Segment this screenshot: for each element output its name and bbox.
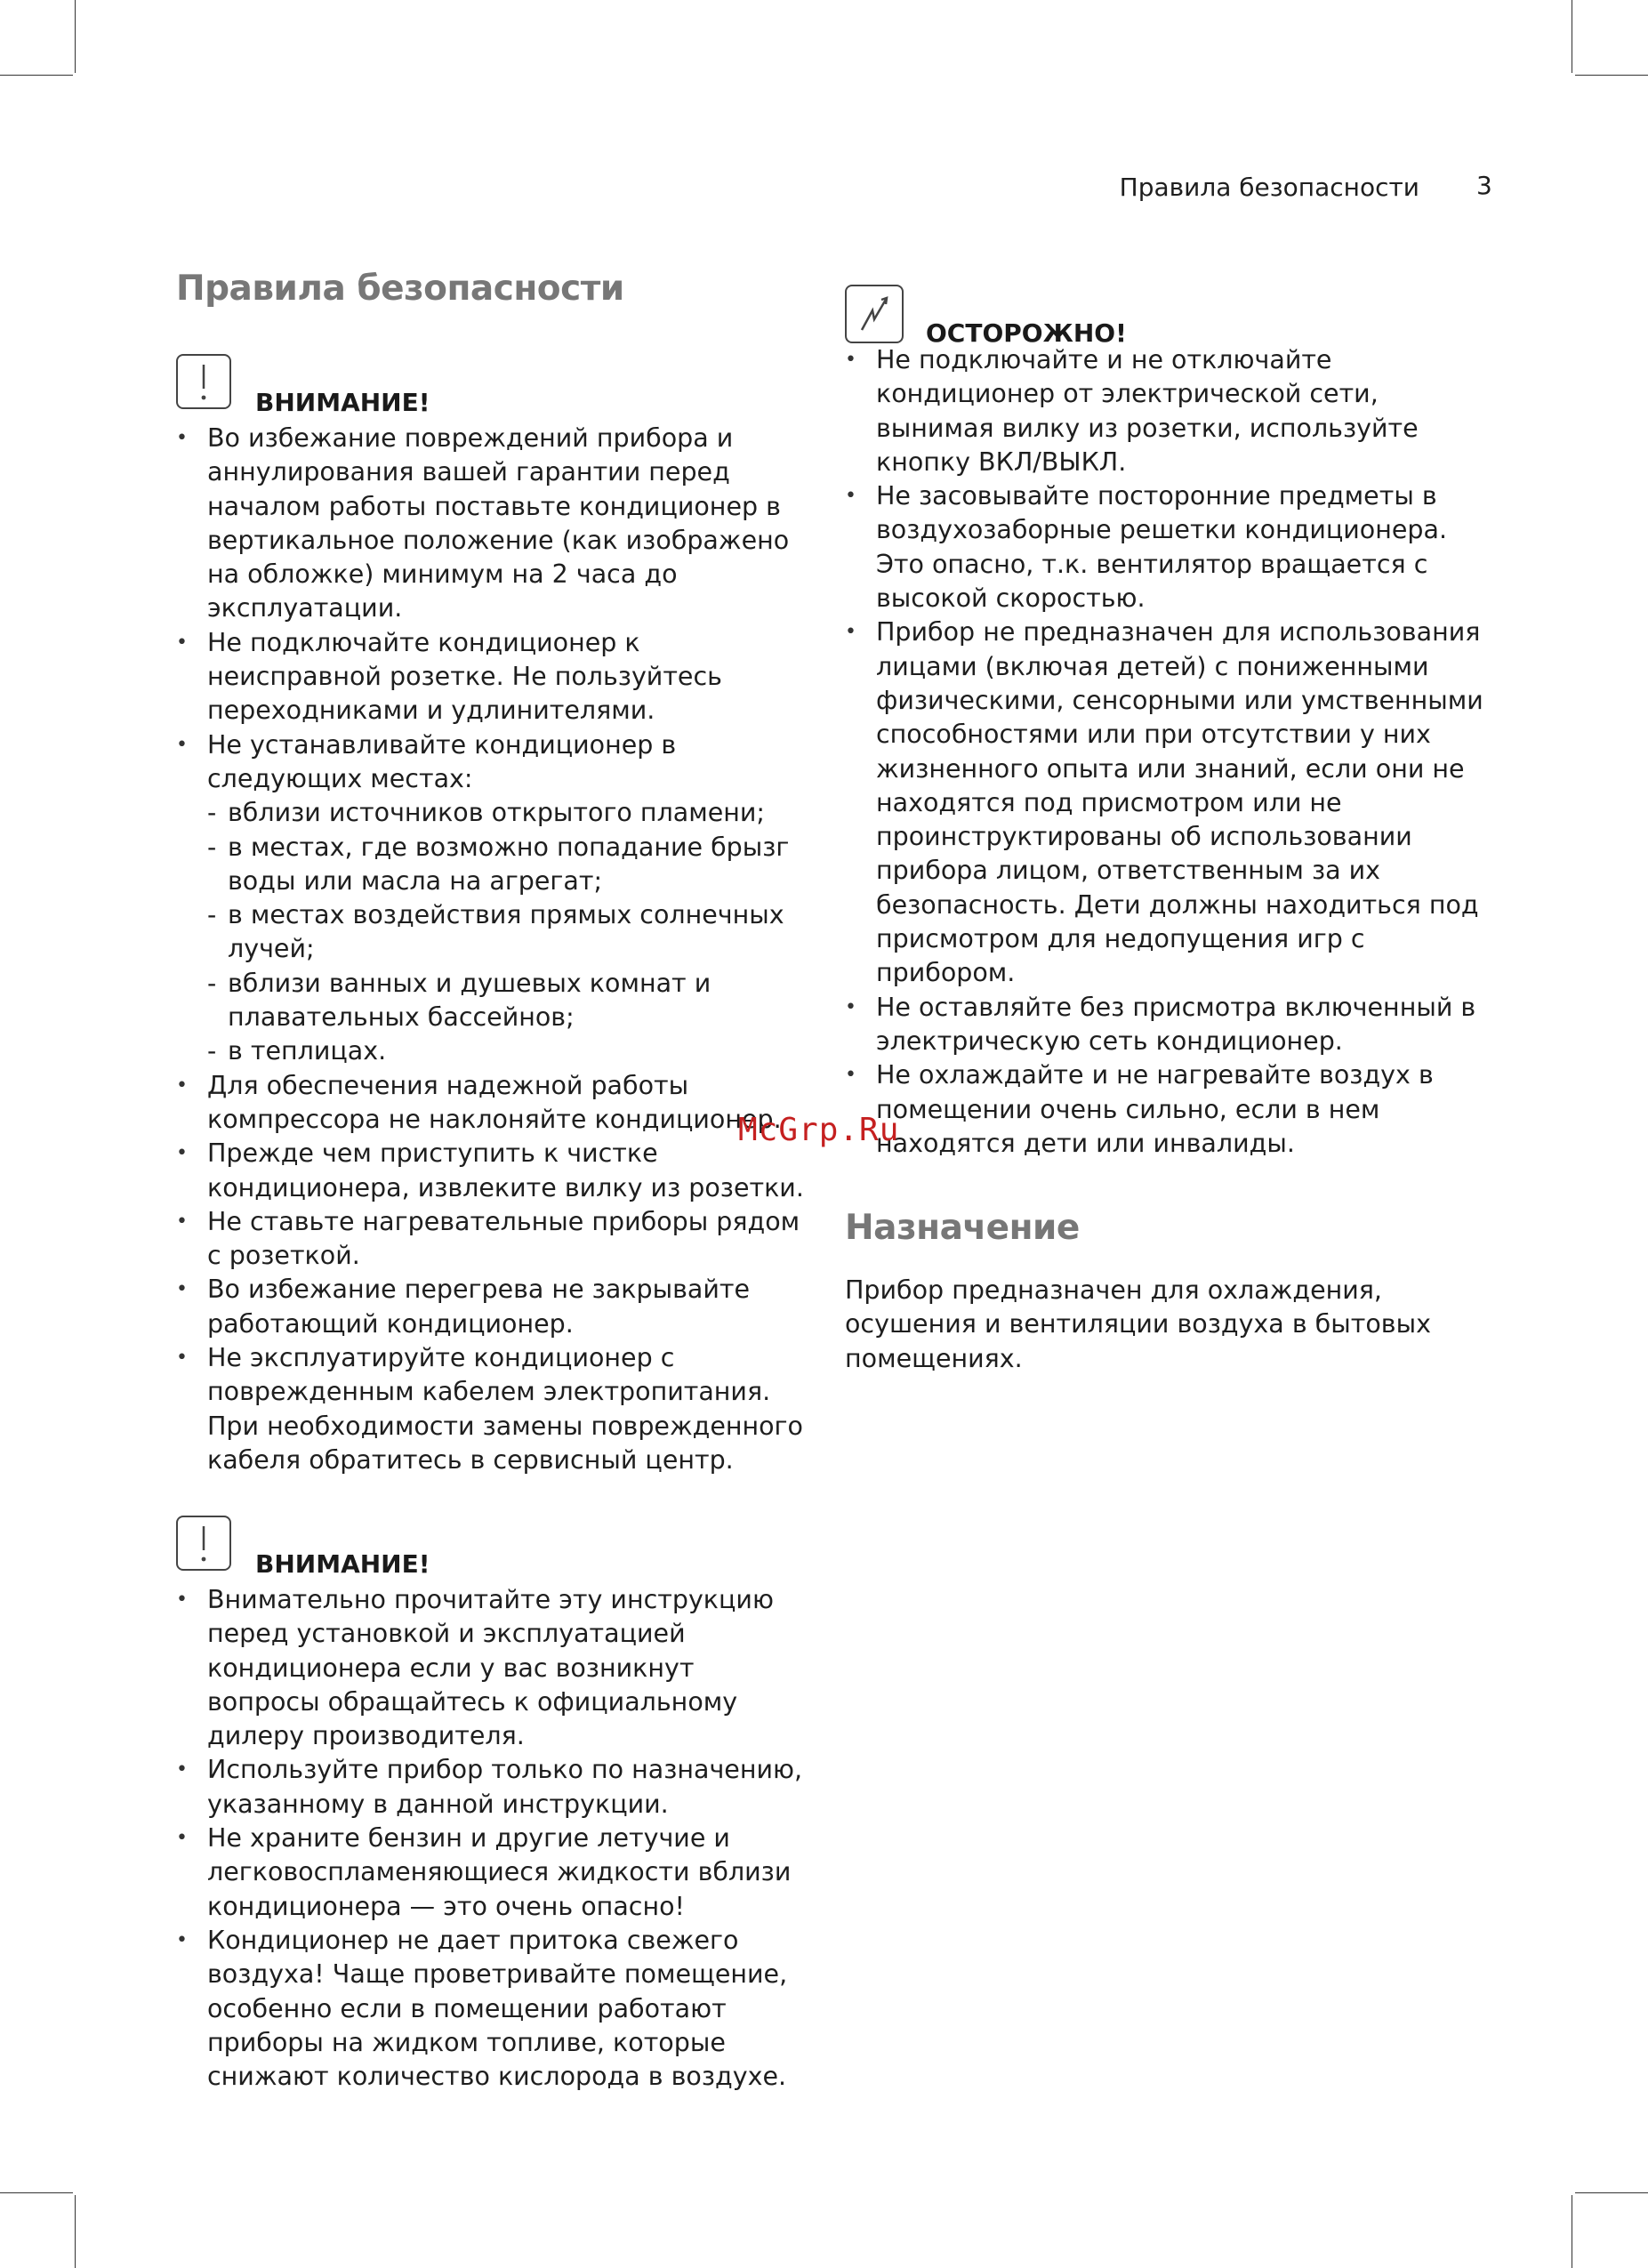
running-header: Правила безопасности (1119, 173, 1419, 202)
crop-mark (0, 2192, 73, 2193)
list-item: • Не храните бензин и другие летучие и легковоспламеняющиеся жидкости вблизи кондиционера — это очень опасно! (176, 1822, 808, 1924)
exclamation-icon (176, 1516, 231, 1571)
list-item-text: Не устанавливайте кондиционер в следующих местах: (207, 729, 677, 793)
warning-block-1 (176, 354, 808, 1477)
warning-label: ВНИМАНИЕ! (255, 388, 430, 417)
caution-block (845, 285, 1485, 1161)
list-item: • Внимательно прочитайте эту инструкцию перед установкой и эксплуатацией кондиционера если у вас возникнут вопросы обращайтесь к официальному дилеру производителя. (176, 1583, 808, 1753)
list-item: • Не эксплуатируйте кондиционер с поврежденным кабелем электропитания. При необходимости замены поврежденного кабеля обратитесь в сервисный центр. (176, 1341, 808, 1477)
caution-list (845, 343, 1485, 1161)
list-item: • Не ставьте нагревательные приборы рядом с розеткой. (176, 1205, 808, 1274)
caution-label: ОСТОРОЖНО! (926, 318, 1127, 348)
list-item: • Не засовывайте посторонние предметы в воздухозаборные решетки кондиционера. Это опасно, т.к. вентилятор вращается с высокой скоростью. (845, 479, 1485, 615)
list-item: • Не охлаждайте и не нагревайте воздух в помещении очень сильно, если в нем находятся дети или инвалиды. (845, 1058, 1485, 1161)
list-item: • Не оставляйте без присмотра включенный в электрическую сеть кондиционер. (845, 991, 1485, 1059)
purpose-text: Прибор предназначен для охлаждения, осушения и вентиляции воздуха в бытовых помещениях. (845, 1275, 1431, 1373)
crop-mark (75, 2195, 76, 2268)
list-item: • Кондиционер не дает притока свежего воздуха! Чаще проветривайте помещение, особенно если в помещении работают приборы на жидком топливе, которые снижают количество кислорода в воздухе. (176, 1924, 808, 2094)
sub-item: - вблизи ванных и душевых комнат и плавательных бассейнов; (207, 967, 808, 1035)
page-number: 3 (1476, 171, 1492, 200)
list-item: • Не подключайте кондиционер к неисправной розетке. Не пользуйтесь переходниками и удлинителями. (176, 626, 808, 728)
sub-item: - в местах, где возможно попадание брызг воды или масла на агрегат; (207, 831, 808, 899)
exclamation-icon (176, 354, 231, 409)
list-item (176, 728, 808, 1069)
list-item: • Прибор не предназначен для использования лицами (включая детей) с пониженными физическими, сенсорными или умственными способностями или при отсутствии у них жизненного опыта или знаний, если они не находятся под присмотром или не проинструктированы об использовании прибора лицом, ответственным за их безопасность. Дети должны находиться под присмотром для недопущения игр с прибором. (845, 615, 1485, 990)
sub-item: - в местах воздействия прямых солнечных лучей; (207, 898, 808, 967)
section-title-purpose: Назначение (845, 1208, 1080, 1248)
lightning-icon (845, 285, 904, 343)
watermark: McGrp.Ru (738, 1112, 900, 1148)
warning-1-list (176, 422, 808, 1477)
warning-label: ВНИМАНИЕ! (255, 1549, 430, 1579)
crop-mark (0, 75, 73, 76)
list-item: • Во избежание перегрева не закрывайте работающий кондиционер. (176, 1273, 808, 1341)
sub-list (207, 796, 808, 1068)
list-item: • Для обеспечения надежной работы компрессора не наклоняйте кондиционер. (176, 1069, 808, 1138)
section-title-safety: Правила безопасности (176, 269, 624, 309)
crop-mark (75, 0, 76, 73)
list-item: • Не подключайте и не отключайте кондиционер от электрической сети, вынимая вилку из розетки, используйте кнопку ВКЛ/ВЫКЛ. (845, 343, 1485, 479)
list-item: • Во избежание повреждений прибора и аннулирования вашей гарантии перед началом работы поставьте кондиционер в вертикальное положение (как изображено на обложке) минимум на 2 часа до эксплуатации. (176, 422, 808, 626)
crop-mark (1575, 75, 1648, 76)
list-item: • Используйте прибор только по назначению, указанному в данной инструкции. (176, 1753, 808, 1822)
crop-mark (1575, 2192, 1648, 2193)
sub-item: - в теплицах. (207, 1034, 808, 1068)
list-item: • Прежде чем приступить к чистке кондиционера, извлеките вилку из розетки. (176, 1137, 808, 1205)
warning-block-2 (176, 1516, 808, 2094)
warning-2-list (176, 1583, 808, 2094)
sub-item: - вблизи источников открытого пламени; (207, 796, 808, 830)
